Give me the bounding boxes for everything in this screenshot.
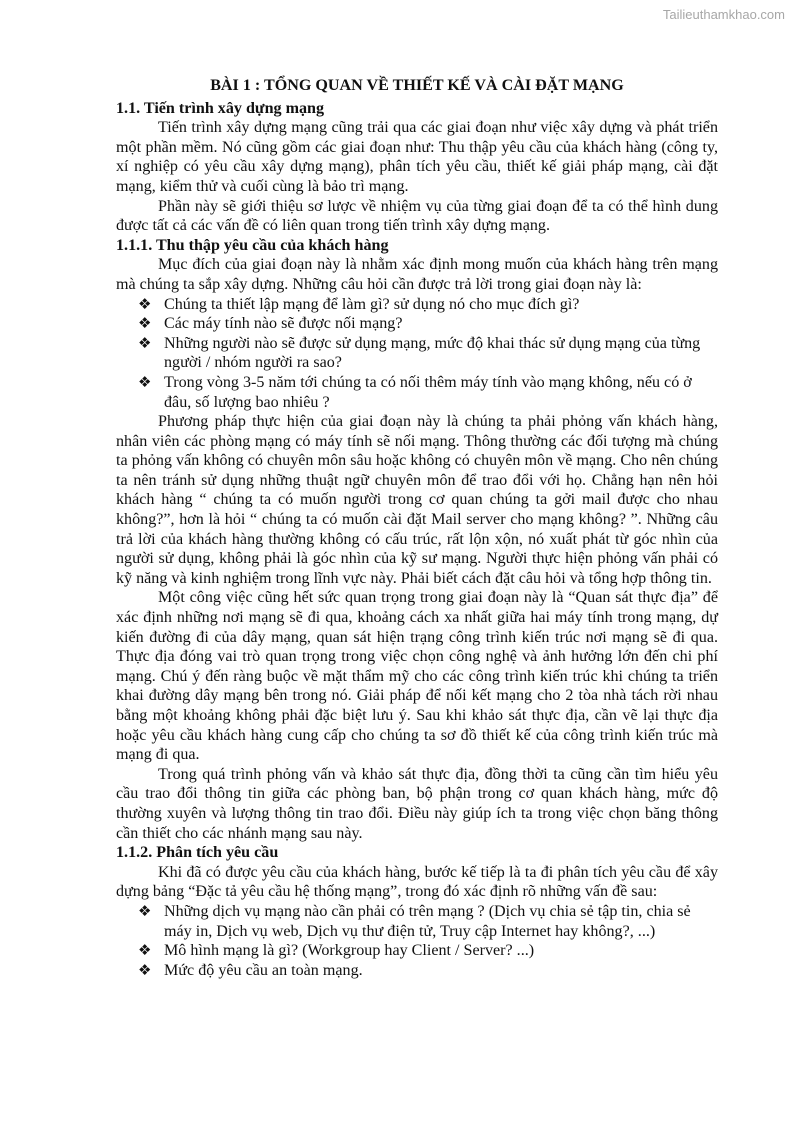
list-item-text: Trong vòng 3-5 năm tới chúng ta có nối thêm máy tính vào mạng không, nếu có ở đâu, số lượng bao nhiêu ? [164,373,692,411]
list-item-text: Những dịch vụ mạng nào cần phải có trên mạng ? (Dịch vụ chia sẻ tập tin, chia sẻ máy in, Dịch vụ web, Dịch vụ thư điện tử, Truy cập Internet hay không?, ...) [164,902,691,940]
question-list [116,295,718,413]
list-item [138,373,718,412]
diamond-star-bullet-icon: ❖ [138,941,152,960]
paragraph: Một công việc cũng hết sức quan trọng trong giai đoạn này là “Quan sát thực địa” để xác định những nơi mạng sẽ đi qua, khoảng cách xa nhất giữa hai máy tính trong mạng, dự kiến đường đi của dây mạng, quan sát hiện trạng công trình kiến trúc nơi mạng sẽ đi qua. Thực địa đóng vai trò quan trọng trong việc chọn công nghệ và ảnh hưởng lớn đến chi phí mạng. Chú ý đến ràng buộc về mặt thẩm mỹ cho các công trình kiến trúc khi chúng ta triển khai đường dây mạng bên trong nó. Giải pháp để nối kết mạng cho 2 tòa nhà tách rời nhau bằng một khoảng không phải đặc biệt lưu ý. Sau khi khảo sát thực địa, cần vẽ lại thực địa hoặc yêu cầu khách hàng cung cấp cho chúng ta sơ đồ thiết kế của công trình kiến trúc mà mạng đi qua. [116,589,718,764]
page-title: BÀI 1 : TỔNG QUAN VỀ THIẾT KẾ VÀ CÀI ĐẶT MẠNG [210,77,624,94]
paragraph: Phương pháp thực hiện của giai đoạn này là chúng ta phải phỏng vấn khách hàng, nhân viên các phòng mạng có máy tính sẽ nối mạng. Thông thường các đối tượng mà chúng ta phỏng vấn không có chuyên môn sâu hoặc không có chuyên môn về mạng. Cho nên chúng ta nên tránh sử dụng những thuật ngữ chuyên môn để trao đổi với họ. Chẳng hạn nên hỏi khách hàng “ chúng ta có muốn người trong cơ quan chúng ta gởi mail được cho nhau không?”, hơn là hỏi “ chúng ta có muốn cài đặt Mail server cho mạng không? ”. Những câu trả lời của khách hàng thường không có cấu trúc, rất lộn xộn, nó xuất phát từ góc nhìn của người sử dụng, không phải là góc nhìn của kỹ sư mạng. Người thực hiện phỏng vấn phải có kỹ năng và kinh nghiệm trong lĩnh vực này. Phải biết cách đặt câu hỏi và tổng hợp thông tin. [116,413,718,587]
section-heading-1-1-2: 1.1.2. Phân tích yêu cầu [116,844,279,862]
diamond-star-bullet-icon: ❖ [138,960,152,979]
list-item-text: Những người nào sẽ được sử dụng mạng, mức độ khai thác sử dụng mạng của từng người / nhóm người ra sao? [164,334,701,372]
paragraph: Mục đích của giai đoạn này là nhằm xác định mong muốn của khách hàng trên mạng mà chúng ta sắp xây dựng. Những câu hỏi cần được trả lời trong giai đoạn này là: [116,256,718,293]
list-item-text: Chúng ta thiết lập mạng để làm gì? sử dụng nó cho mục đích gì? [164,295,580,313]
paragraph: Tiến trình xây dựng mạng cũng trải qua các giai đoạn như việc xây dựng và phát triển một phần mềm. Nó cũng gồm các giai đoạn như: Thu thập yêu cầu của khách hàng (công ty, xí nghiệp có yêu cầu xây dựng mạng), phân tích yêu cầu, thiết kế giải pháp mạng, cài đặt mạng, kiểm thử và cuối cùng là bảo trì mạng. [116,119,718,195]
list-item [138,961,718,981]
diamond-star-bullet-icon: ❖ [138,333,152,352]
diamond-star-bullet-icon: ❖ [138,314,152,333]
diamond-star-bullet-icon: ❖ [138,372,152,391]
requirement-list [116,902,718,980]
document-page [116,76,718,980]
paragraph: Phần này sẽ giới thiệu sơ lược về nhiệm vụ của từng giai đoạn để ta có thể hình dung được tất cả các vấn đề có liên quan trong tiến trình xây dựng mạng. [116,197,718,235]
section-heading-1-1-1: 1.1.1. Thu thập yêu cầu của khách hàng [116,236,389,254]
watermark: Tailieuthamkhao.com [662,7,785,22]
paragraph: Khi đã có được yêu cầu của khách hàng, bước kế tiếp là ta đi phân tích yêu cầu để xây dựng bảng “Đặc tả yêu cầu hệ thống mạng”, trong đó xác định rõ những vấn đề sau: [116,863,718,901]
diamond-star-bullet-icon: ❖ [138,901,152,920]
list-item [138,334,718,373]
list-item-text: Các máy tính nào sẽ được nối mạng? [164,315,403,333]
paragraph: Trong quá trình phỏng vấn và khảo sát thực địa, đồng thời ta cũng cần tìm hiểu yêu cầu trao đổi thông tin giữa các phòng ban, bộ phận trong cơ quan khách hàng, mức độ thường xuyên và lượng thông tin trao đổi. Điều này giúp ích ta trong việc chọn băng thông cần thiết cho các nhánh mạng sau này. [116,765,718,842]
list-item-text: Mô hình mạng là gì? (Workgroup hay Client / Server? ...) [164,942,535,960]
list-item [138,941,718,961]
list-item [138,902,718,941]
section-heading-1-1: 1.1. Tiến trình xây dựng mạng [116,99,325,117]
diamond-star-bullet-icon: ❖ [138,294,152,313]
list-item [138,314,718,334]
list-item [138,295,718,315]
list-item-text: Mức độ yêu cầu an toàn mạng. [164,961,363,979]
